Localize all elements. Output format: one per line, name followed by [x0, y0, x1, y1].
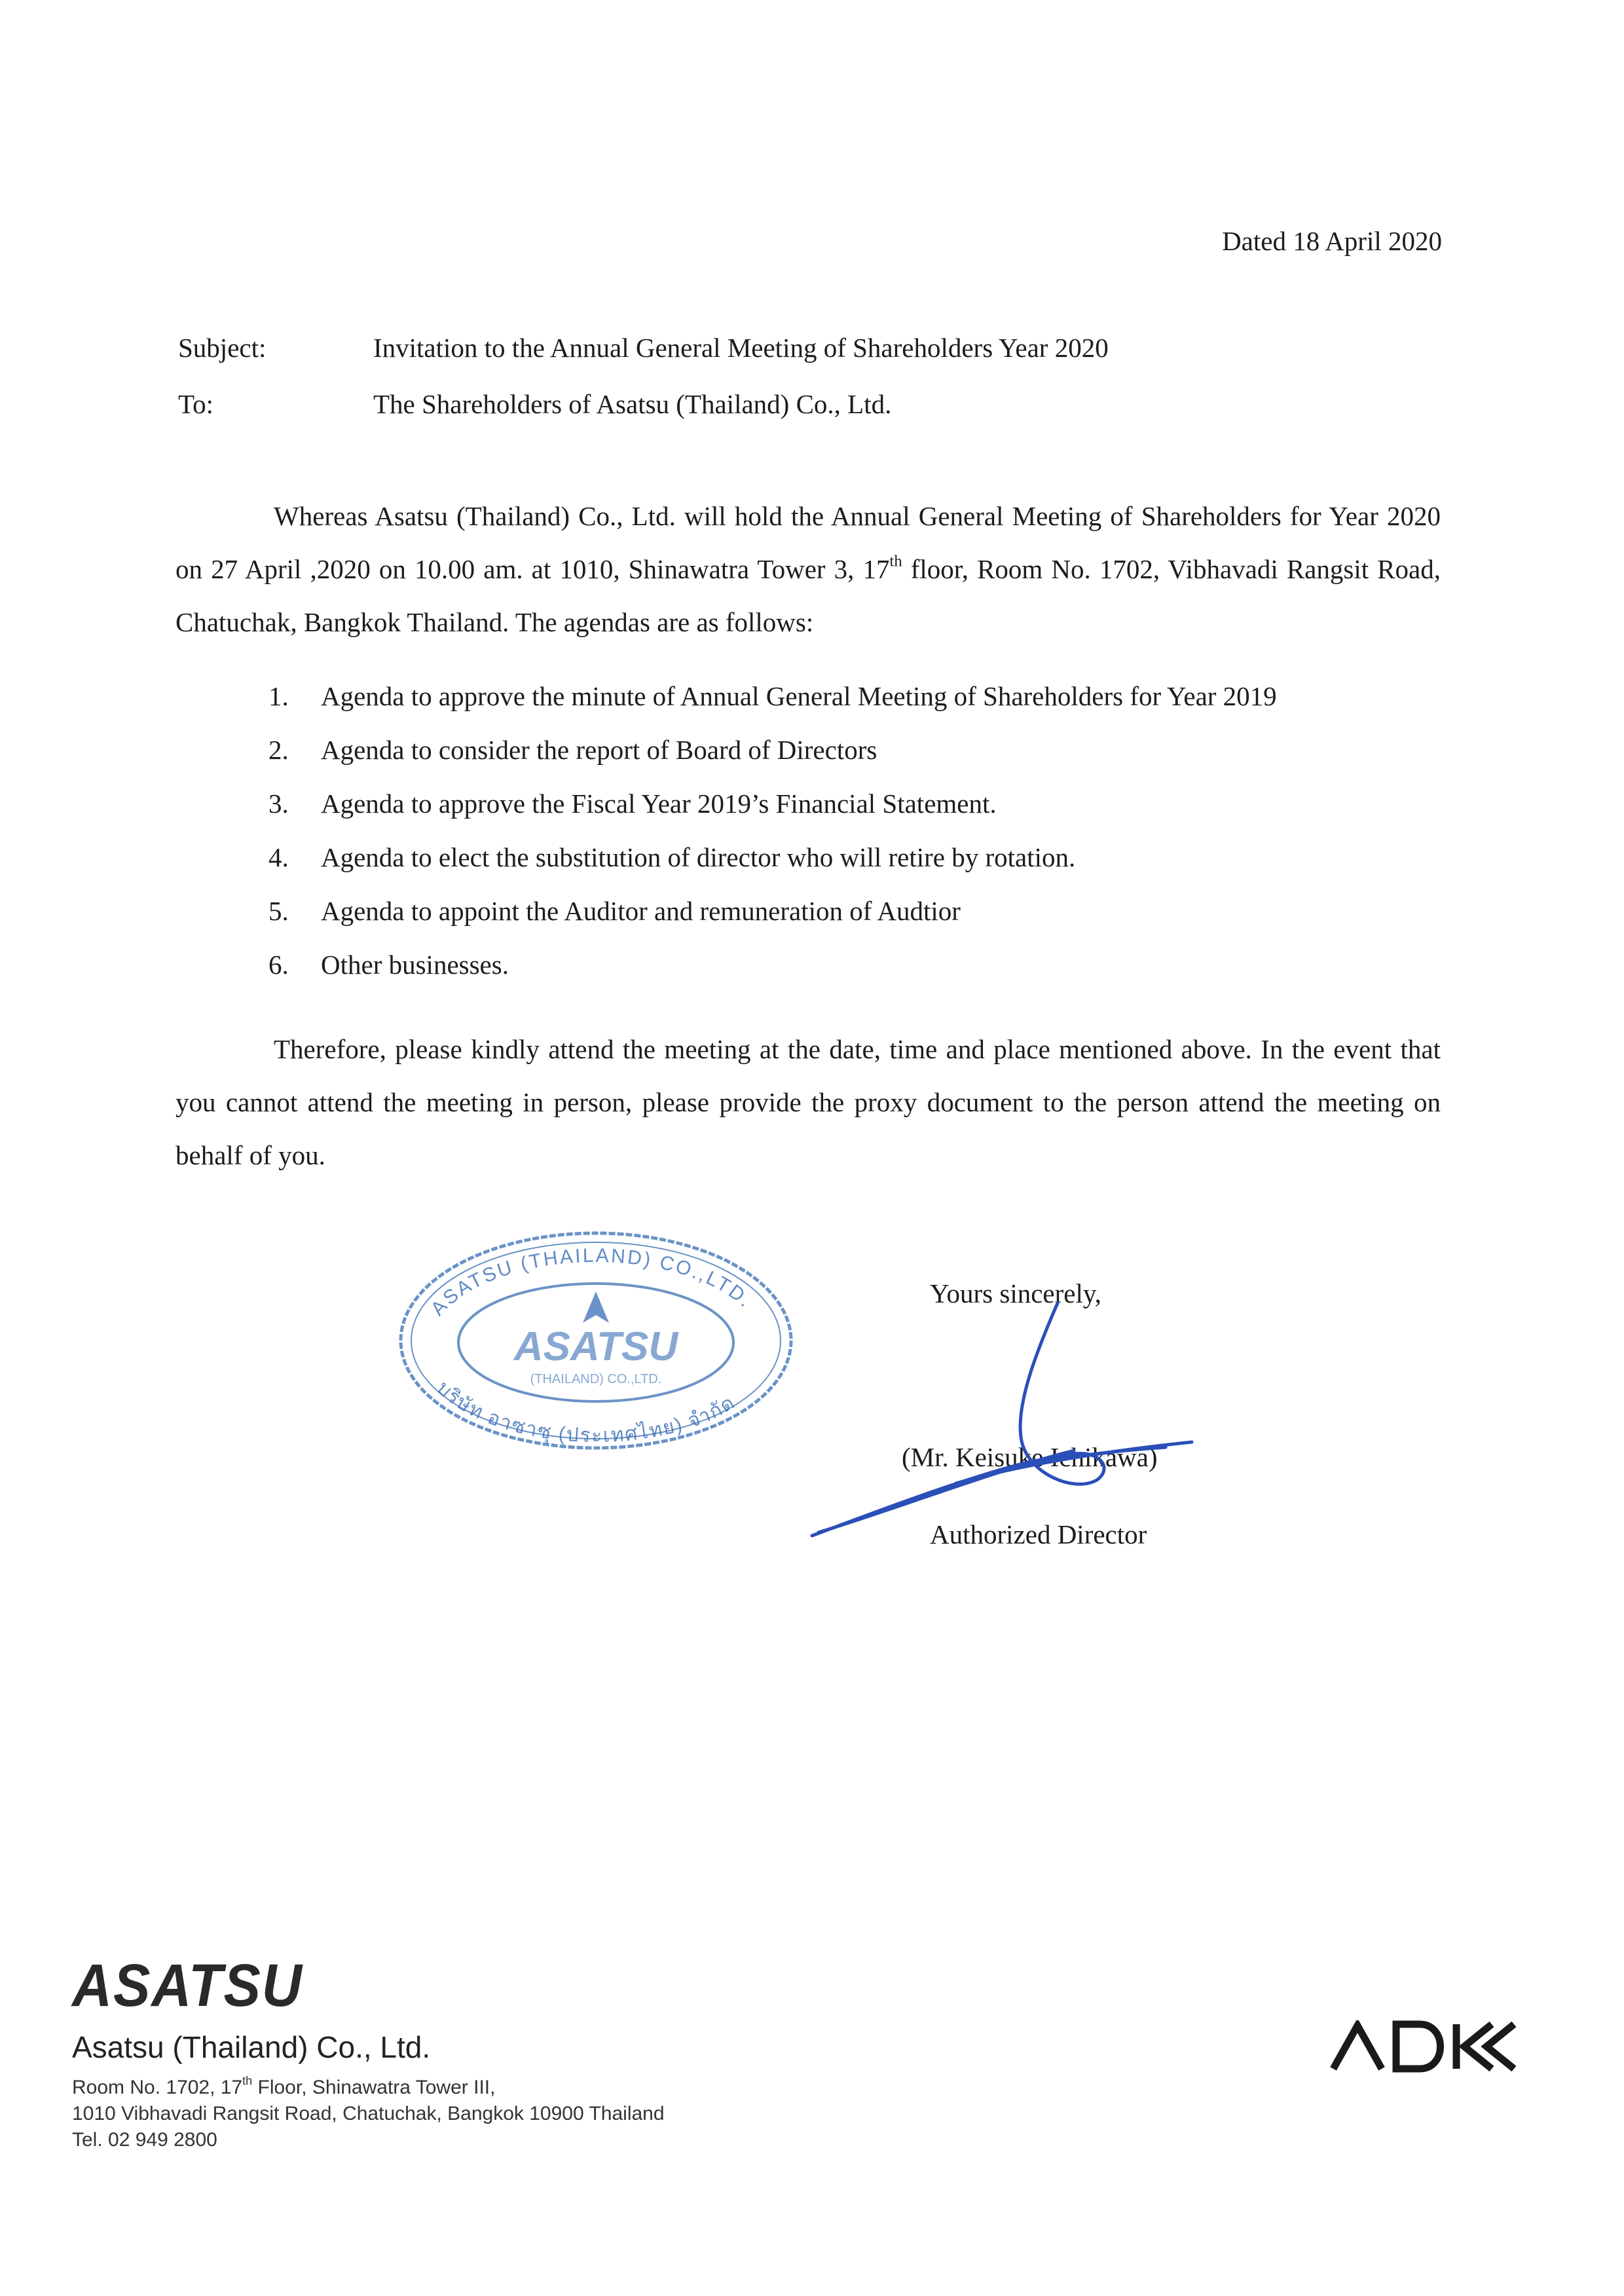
agenda-text: Agenda to consider the report of Board of Directors — [321, 735, 877, 765]
agenda-text: Agenda to elect the substitution of director who will retire by rotation. — [321, 842, 1076, 872]
agenda-item — [268, 680, 1447, 733]
stamp-bottom-text: บริษัท อาซาซุ (ประเทศไทย) จำกัด — [432, 1377, 740, 1447]
subject-label: Subject: — [178, 333, 267, 363]
signature-closing: Yours sincerely, — [930, 1278, 1101, 1308]
agenda-text: Other businesses. — [321, 950, 509, 980]
letter-date: Dated 18 April 2020 — [1222, 226, 1442, 256]
agenda-number: 3. — [268, 788, 289, 819]
svg-text:บริษัท อาซาซุ (ประเทศไทย) จำกั — [432, 1377, 739, 1447]
stamp-top-text: ASATSU (THAILAND) CO.,LTD. — [426, 1244, 758, 1320]
signatory-title: Authorized Director — [930, 1519, 1147, 1549]
stamp-center-subtext: (THAILAND) CO.,LTD. — [530, 1372, 662, 1386]
agenda-item — [268, 895, 1447, 948]
agenda-text: Agenda to approve the Fiscal Year 2019’s Financial Statement. — [321, 788, 997, 819]
intro-text-part1: Whereas Asatsu (Thailand) Co., Ltd. will hold the Annual General Meeting of Shareholders for Year 2020 on 27 April ,2020 on 10.00 am. at 1010, Shinawatra Tower 3, 17 — [175, 501, 1441, 584]
asatsu-logo: ASATSU — [72, 1952, 303, 2019]
to-text: The Shareholders of Asatsu (Thailand) Co., Ltd. — [373, 389, 892, 419]
company-stamp — [393, 1226, 799, 1455]
to-label: To: — [178, 389, 214, 419]
footer-company-name: Asatsu (Thailand) Co., Ltd. — [72, 2030, 431, 2064]
agenda-text: Agenda to appoint the Auditor and remuneration of Audtior — [321, 896, 961, 926]
footer-address-superscript: th — [242, 2074, 253, 2088]
agenda-number: 5. — [268, 896, 289, 926]
adk-logo — [1328, 2020, 1518, 2073]
intro-paragraph — [175, 490, 1441, 649]
agenda-number: 6. — [268, 950, 289, 980]
subject-text: Invitation to the Annual General Meeting of Shareholders Year 2020 — [373, 333, 1109, 363]
stamp-emblem-icon — [583, 1291, 609, 1323]
signatory-name: (Mr. Keisuke Ichikawa) — [902, 1442, 1158, 1472]
footer-telephone: Tel. 02 949 2800 — [72, 2129, 217, 2151]
footer-address-line1 — [72, 2075, 495, 2101]
agenda-item — [268, 948, 1447, 1002]
adk-logo-text: ADK — [1328, 2020, 1330, 2021]
intro-text-part2: floor, Room No. 1702, Vibhavadi Rangsit Road, Chatuchak, Bangkok Thailand. The agendas are as follows: — [175, 554, 1441, 637]
agenda-number: 1. — [268, 681, 289, 711]
stamp-center-text: ASATSU — [513, 1324, 678, 1369]
agenda-list — [268, 680, 1447, 1002]
agenda-text: Agenda to approve the minute of Annual General Meeting of Shareholders for Year 2019 — [321, 681, 1277, 711]
closing-paragraph — [175, 1023, 1441, 1182]
closing-text: Therefore, please kindly attend the meeting at the date, time and place mentioned above. In the event that you cannot attend the meeting in person, please provide the proxy document to the person attend the meeting on behalf of you. — [175, 1034, 1441, 1170]
agenda-item — [268, 733, 1447, 787]
agenda-item — [268, 787, 1447, 841]
agenda-number: 2. — [268, 735, 289, 765]
agenda-item — [268, 841, 1447, 895]
footer-address-line1-a: Room No. 1702, 17 — [72, 2077, 243, 2098]
footer-address-line1-b: Floor, Shinawatra Tower III, — [252, 2077, 496, 2098]
handwritten-signature — [799, 1297, 1218, 1559]
intro-superscript: th — [889, 552, 902, 570]
stamp-graphic — [393, 1226, 799, 1455]
footer-address-line2: 1010 Vibhavadi Rangsit Road, Chatuchak, Bangkok 10900 Thailand — [72, 2103, 665, 2124]
agenda-number: 4. — [268, 842, 289, 872]
